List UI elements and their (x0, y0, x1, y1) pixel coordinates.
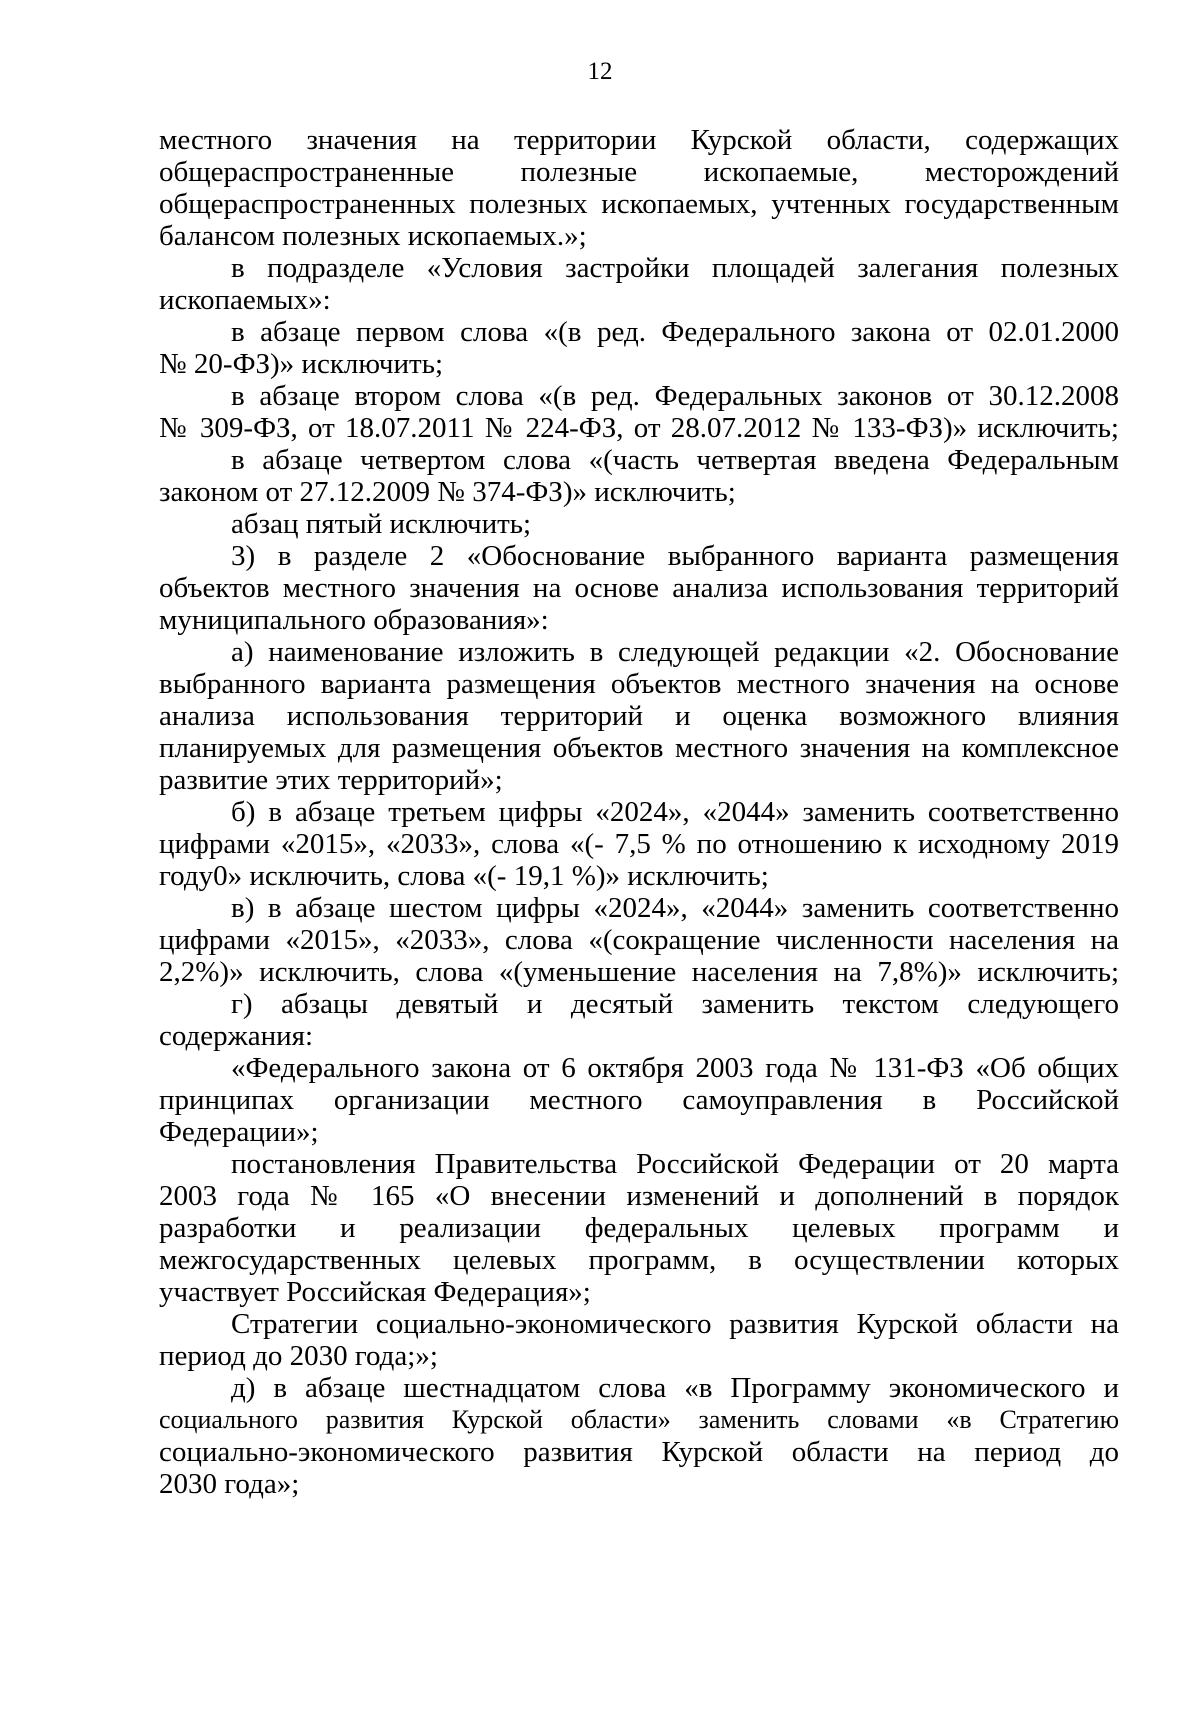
text-line: социально-экономического развития Курской области на период до (159, 1436, 1119, 1468)
text-line: постановления Правительства Российской Федерации от 20 марта (231, 1148, 1119, 1180)
text-line: период до 2030 года;»; (159, 1340, 438, 1372)
text-line: г) абзацы девятый и десятый заменить текстом следующего (231, 988, 1119, 1020)
text-line: 2003 года № 165 «О внесении изменений и дополнений в порядок (159, 1180, 1119, 1212)
text-line: участвует Российская Федерация»; (159, 1276, 591, 1308)
text-line: 2030 года»; (159, 1468, 300, 1500)
text-line: Стратегии социально-экономического развития Курской области на (231, 1308, 1119, 1340)
text-line: № 309-ФЗ, от 18.07.2011 № 224-ФЗ, от 28.07.2012 № 133-ФЗ)» исключить; (159, 412, 1119, 444)
text-line: общераспространенных полезных ископаемых, учтенных государственным (159, 188, 1119, 220)
text-line: б) в абзаце третьем цифры «2024», «2044» заменить соответственно (231, 796, 1119, 828)
text-line: балансом полезных ископаемых.»; (159, 220, 587, 252)
text-line: объектов местного значения на основе анализа использования территорий (159, 572, 1119, 604)
text-line: планируемых для размещения объектов местного значения на комплексное (159, 732, 1119, 764)
text-line: д) в абзаце шестнадцатом слова «в Программу экономического и (231, 1372, 1119, 1404)
text-line: муниципального образования»: (159, 604, 549, 636)
page-number: 12 (587, 58, 613, 85)
text-line: 2,2%)» исключить, слова «(уменьшение населения на 7,8%)» исключить; (159, 956, 1119, 988)
text-line: местного значения на территории Курской области, содержащих (159, 124, 1119, 156)
text-line: ископаемых»: (159, 284, 331, 316)
text-line: а) наименование изложить в следующей редакции «2. Обоснование (231, 636, 1119, 668)
text-line: № 20-ФЗ)» исключить; (159, 348, 443, 380)
text-line: году0» исключить, слова «(- 19,1 %)» исключить; (159, 860, 769, 892)
text-line: 3) в разделе 2 «Обоснование выбранного варианта размещения (231, 540, 1119, 572)
document-body (159, 124, 1119, 1500)
text-line: содержания: (159, 1020, 314, 1052)
text-line: в абзаце первом слова «(в ред. Федерального закона от 02.01.2000 (231, 316, 1119, 348)
text-line: анализа использования территорий и оценка возможного влияния (159, 700, 1119, 732)
text-line: цифрами «2015», «2033», слова «(- 7,5 % по отношению к исходному 2019 (159, 828, 1119, 860)
text-line: в абзаце четвертом слова «(часть четвертая введена Федеральным (231, 444, 1119, 476)
text-line: законом от 27.12.2009 № 374-ФЗ)» исключить; (159, 476, 736, 508)
text-line: в подразделе «Условия застройки площадей залегания полезных (231, 252, 1119, 284)
text-line: «Федерального закона от 6 октября 2003 года № 131-ФЗ «Об общих (231, 1052, 1119, 1084)
text-line: в абзаце втором слова «(в ред. Федеральных законов от 30.12.2008 (231, 380, 1119, 412)
text-line: цифрами «2015», «2033», слова «(сокращение численности населения на (159, 924, 1119, 956)
text-line: абзац пятый исключить; (231, 508, 532, 540)
text-line: принципах организации местного самоуправления в Российской (159, 1084, 1119, 1116)
text-line: социального развития Курской области» заменить словами «в Стратегию (159, 1405, 1119, 1434)
text-line: выбранного варианта размещения объектов местного значения на основе (159, 668, 1119, 700)
text-line: межгосударственных целевых программ, в осуществлении которых (159, 1244, 1119, 1276)
text-line: Федерации»; (159, 1116, 319, 1148)
text-line: разработки и реализации федеральных целевых программ и (159, 1212, 1119, 1244)
text-line: в) в абзаце шестом цифры «2024», «2044» заменить соответственно (231, 892, 1119, 924)
text-line: общераспространенные полезные ископаемые, месторождений (159, 156, 1119, 188)
text-line: развитие этих территорий»; (159, 764, 503, 796)
